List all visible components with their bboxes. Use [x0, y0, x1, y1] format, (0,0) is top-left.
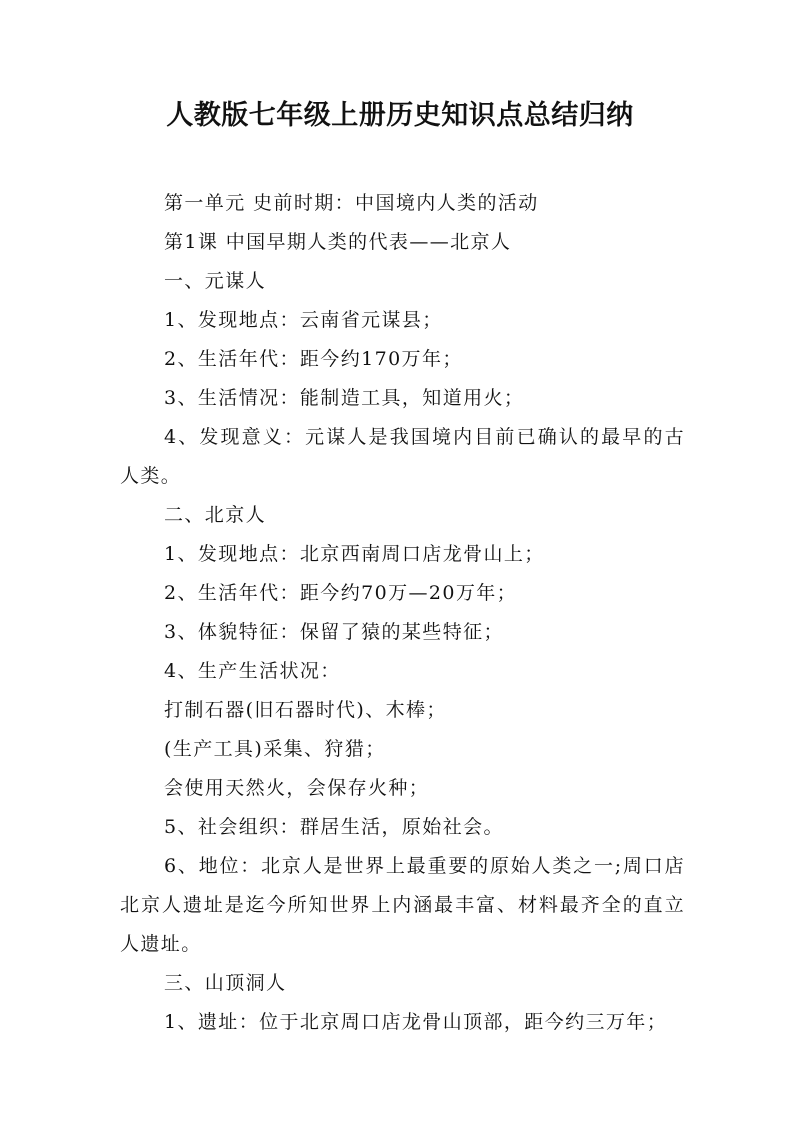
lesson-heading: 第1课 中国早期人类的代表——北京人 [164, 231, 512, 253]
sub-item: (生产工具)采集、狩猎； [164, 738, 386, 760]
list-item: 6、地位：北京人是世界上最重要的原始人类之一;周口店北京人遗址是迄今所知世界上内涵最丰富、材料最齐全的直立人遗址。 [120, 855, 685, 955]
list-item: 2、生活年代：距今约170万年； [164, 348, 463, 370]
section-heading-yuanmou: 一、元谋人 [164, 270, 267, 292]
list-item: 5、社会组织：群居生活，原始社会。 [164, 816, 504, 838]
section-heading-beijing: 二、北京人 [164, 504, 267, 526]
list-item: 1、发现地点：北京西南周口店龙骨山上； [164, 543, 545, 565]
document-body [120, 184, 685, 1042]
list-item: 3、体貌特征：保留了猿的某些特征； [164, 621, 504, 643]
list-item: 4、发现意义：元谋人是我国境内目前已确认的最早的古人类。 [120, 426, 685, 487]
unit-heading: 第一单元 史前时期：中国境内人类的活动 [164, 192, 539, 214]
section-heading-shandingdong: 三、山顶洞人 [164, 972, 287, 994]
list-item: 3、生活情况：能制造工具，知道用火； [164, 387, 525, 409]
list-item: 2、生活年代：距今约70万—20万年； [164, 582, 518, 604]
list-item: 1、发现地点：云南省元谋县； [164, 309, 443, 331]
sub-item: 打制石器(旧石器时代)、木棒； [164, 699, 447, 721]
sub-item: 会使用天然火，会保存火种； [164, 777, 430, 799]
document-title: 人教版七年级上册历史知识点总结归纳 [166, 100, 634, 131]
list-item: 4、生产生活状况： [164, 660, 341, 682]
list-item: 1、遗址：位于北京周口店龙骨山顶部，距今约三万年； [164, 1011, 668, 1033]
